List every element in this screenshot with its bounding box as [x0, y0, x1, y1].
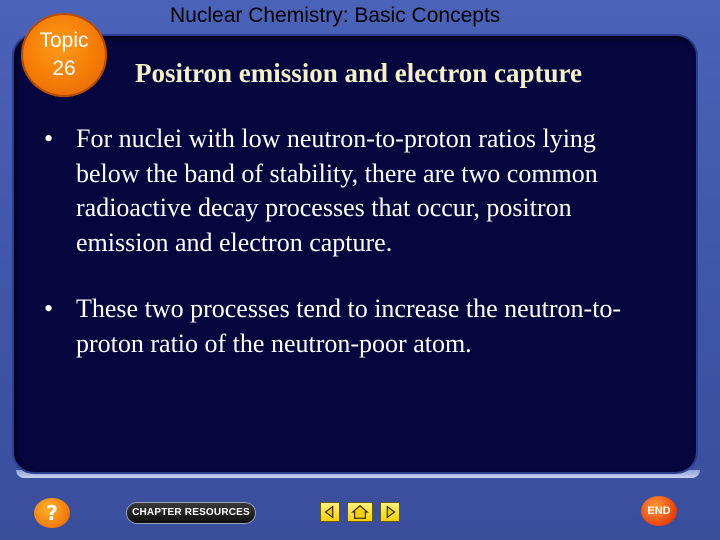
topic-label: Topic	[39, 29, 89, 52]
bullet-marker: •	[44, 124, 54, 153]
prev-arrow-icon	[321, 503, 339, 521]
help-button[interactable]: ?	[34, 498, 70, 528]
prev-slide-button[interactable]	[320, 502, 340, 522]
slide-title: Positron emission and electron capture	[135, 58, 582, 88]
next-slide-button[interactable]	[380, 502, 400, 522]
next-arrow-icon	[381, 503, 399, 521]
bullet-marker: •	[44, 294, 54, 323]
bullet-text: For nuclei with low neutron-to-proton ratios lying below the band of stability, there are two common radioactive decay processes that occur, positron emission and electron capture.	[76, 124, 598, 257]
chapter-title: Nuclear Chemistry: Basic Concepts	[170, 4, 501, 27]
bullet-item	[44, 122, 644, 260]
topic-badge	[21, 13, 107, 97]
end-button[interactable]: END	[641, 496, 677, 526]
home-button[interactable]	[347, 502, 373, 522]
bullet-text: These two processes tend to increase the neutron-to-proton ratio of the neutron-poor atom.	[76, 294, 622, 358]
chapter-resources-button[interactable]: CHAPTER RESOURCES	[127, 503, 255, 523]
topic-number: 26	[52, 57, 76, 80]
home-icon	[348, 503, 372, 521]
bullet-item	[44, 292, 644, 361]
bullet-list	[44, 122, 644, 361]
